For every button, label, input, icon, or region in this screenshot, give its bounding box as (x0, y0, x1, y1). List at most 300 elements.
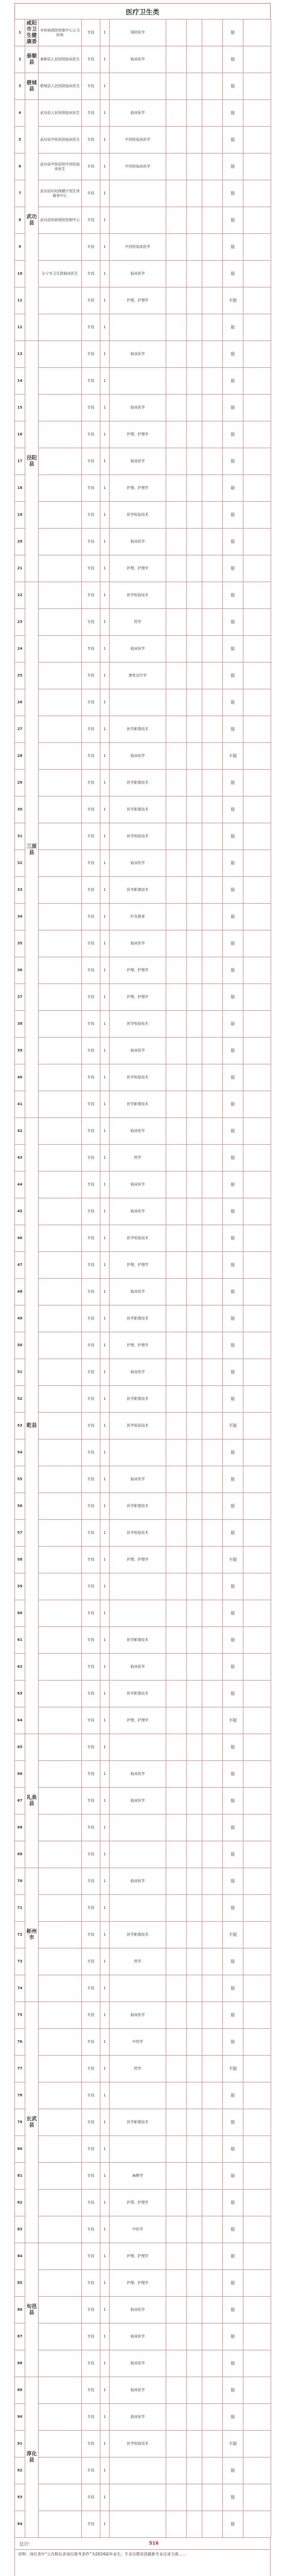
household-limit: 限 (223, 1172, 243, 1198)
position-name (39, 1279, 82, 1306)
position-type: 专技 (82, 930, 100, 957)
degree-requirement (187, 287, 202, 314)
quota: 1 (100, 1252, 110, 1279)
other-requirement (202, 368, 223, 395)
position-name (39, 2377, 82, 2404)
remarks-cell (243, 2324, 271, 2350)
household-limit: 限 (223, 689, 243, 716)
remarks-cell (243, 234, 271, 261)
major-requirement: 临床医学 (110, 1466, 166, 1493)
position-type: 专技 (82, 957, 100, 984)
row-number: 20 (15, 529, 25, 555)
table-row (15, 154, 271, 180)
household-limit: 限 (223, 2002, 243, 2029)
other-requirement (202, 395, 223, 421)
degree-requirement (187, 1761, 202, 1788)
position-name (39, 2163, 82, 2190)
table-row (15, 1038, 271, 1064)
position-type: 专技 (82, 1707, 100, 1734)
position-type: 专技 (82, 1493, 100, 1520)
position-name (39, 1172, 82, 1198)
position-name (39, 2109, 82, 2136)
position-name (39, 1493, 82, 1520)
position-name: 武功县中医医院临床医生 (39, 127, 82, 154)
household-limit: 不限 (223, 1707, 243, 1734)
position-name (39, 1547, 82, 1573)
remarks-cell (243, 1600, 271, 1627)
remarks-cell (243, 2431, 271, 2458)
position-name: 武功县中医医院中西医临床医生 (39, 154, 82, 180)
table-row (15, 2056, 271, 2082)
position-name (39, 2431, 82, 2458)
position-type: 专技 (82, 287, 100, 314)
degree-requirement (187, 2216, 202, 2243)
education-requirement (166, 1868, 187, 1895)
household-limit: 限 (223, 1466, 243, 1493)
remarks-cell (243, 2404, 271, 2431)
remarks-cell (243, 1707, 271, 1734)
household-limit: 限 (223, 73, 243, 100)
position-type: 专技 (82, 314, 100, 341)
other-requirement (202, 1413, 223, 1439)
remarks-cell (243, 1413, 271, 1439)
household-limit: 不限 (223, 2056, 243, 2082)
education-requirement (166, 154, 187, 180)
quota: 1 (100, 1332, 110, 1359)
position-name (39, 2297, 82, 2324)
other-requirement (202, 2431, 223, 2458)
row-number: 52 (15, 1386, 25, 1413)
quota: 1 (100, 1627, 110, 1654)
row-number: 15 (15, 395, 25, 421)
table-row (15, 261, 271, 287)
position-type: 专技 (82, 46, 100, 73)
quota: 1 (100, 475, 110, 502)
other-requirement (202, 796, 223, 823)
major-requirement: 医学影像技术 (110, 796, 166, 823)
recruitment-table (14, 19, 271, 2538)
other-requirement (202, 957, 223, 984)
quota: 1 (100, 636, 110, 663)
position-type: 专技 (82, 1948, 100, 1975)
degree-requirement (187, 2270, 202, 2297)
remarks-cell (243, 1332, 271, 1359)
major-requirement: 医学影像技术 (110, 1493, 166, 1520)
degree-requirement (187, 127, 202, 154)
table-row (15, 689, 271, 716)
remarks-cell (243, 287, 271, 314)
degree-requirement (187, 2056, 202, 2082)
major-requirement: 中医学 (110, 2216, 166, 2243)
major-requirement: 临床医学 (110, 448, 166, 475)
quota: 1 (100, 448, 110, 475)
row-number: 24 (15, 636, 25, 663)
other-requirement (202, 1734, 223, 1761)
position-type: 专技 (82, 341, 100, 368)
remarks-cell (243, 582, 271, 609)
position-name (39, 1922, 82, 1948)
row-number: 29 (15, 770, 25, 796)
remarks-cell (243, 984, 271, 1011)
row-number: 5 (15, 127, 25, 154)
education-requirement (166, 46, 187, 73)
position-name (39, 1895, 82, 1922)
remarks-cell (243, 1359, 271, 1386)
remarks-cell (243, 529, 271, 555)
position-name (39, 1466, 82, 1493)
degree-requirement (187, 2109, 202, 2136)
table-row (15, 2324, 271, 2350)
quota: 1 (100, 609, 110, 636)
quota: 1 (100, 341, 110, 368)
position-type: 专技 (82, 1841, 100, 1868)
major-requirement (110, 689, 166, 716)
education-requirement (166, 1761, 187, 1788)
remarks-cell (243, 770, 271, 796)
education-requirement (166, 2056, 187, 2082)
degree-requirement (187, 395, 202, 421)
remarks-cell (243, 1815, 271, 1841)
table-row (15, 2297, 271, 2324)
education-requirement (166, 2243, 187, 2270)
position-name (39, 1413, 82, 1439)
row-number: 12 (15, 314, 25, 341)
row-number: 11 (15, 287, 25, 314)
household-limit: 限 (223, 1225, 243, 1252)
table-row (15, 395, 271, 421)
degree-requirement (187, 1332, 202, 1359)
education-requirement (166, 2002, 187, 2029)
education-requirement (166, 1306, 187, 1332)
other-requirement (202, 2458, 223, 2484)
education-requirement (166, 2377, 187, 2404)
education-requirement (166, 716, 187, 743)
quota: 1 (100, 2190, 110, 2216)
row-number: 50 (15, 1332, 25, 1359)
education-requirement (166, 314, 187, 341)
position-name (39, 1439, 82, 1466)
position-name (39, 1841, 82, 1868)
table-row (15, 73, 271, 100)
position-name (39, 636, 82, 663)
region-name: 彬州市 (25, 1868, 39, 2002)
position-type: 专技 (82, 234, 100, 261)
remarks-cell (243, 850, 271, 877)
degree-requirement (187, 2136, 202, 2163)
position-name (39, 341, 82, 368)
remarks-cell (243, 2190, 271, 2216)
degree-requirement (187, 1359, 202, 1386)
row-number: 3 (15, 73, 25, 100)
education-requirement (166, 448, 187, 475)
row-number: 78 (15, 2082, 25, 2109)
position-name (39, 663, 82, 689)
remarks-cell (243, 957, 271, 984)
row-number: 27 (15, 716, 25, 743)
degree-requirement (187, 609, 202, 636)
remarks-cell (243, 1975, 271, 2002)
row-number: 89 (15, 2377, 25, 2404)
row-number: 56 (15, 1493, 25, 1520)
position-type: 专技 (82, 2324, 100, 2350)
row-number: 25 (15, 663, 25, 689)
other-requirement (202, 1547, 223, 1573)
major-requirement: 护理、护理学 (110, 1547, 166, 1573)
major-requirement: 临床医学 (110, 2404, 166, 2431)
household-limit: 限 (223, 1841, 243, 1868)
household-limit: 限 (223, 368, 243, 395)
other-requirement (202, 2163, 223, 2190)
row-number: 31 (15, 823, 25, 850)
other-requirement (202, 2109, 223, 2136)
row-number: 28 (15, 743, 25, 770)
position-type: 专技 (82, 1600, 100, 1627)
major-requirement (110, 2136, 166, 2163)
household-limit: 限 (223, 2297, 243, 2324)
table-row (15, 716, 271, 743)
table-row (15, 1681, 271, 1707)
household-limit: 限 (223, 1493, 243, 1520)
row-number: 26 (15, 689, 25, 716)
remarks-cell (243, 2350, 271, 2377)
position-type: 专技 (82, 368, 100, 395)
remarks-cell (243, 1172, 271, 1198)
major-requirement: 护理、护理学 (110, 287, 166, 314)
household-limit: 限 (223, 1439, 243, 1466)
education-requirement (166, 529, 187, 555)
position-name (39, 421, 82, 448)
position-type: 专技 (82, 770, 100, 796)
region-name: 武功县 (25, 100, 39, 341)
other-requirement (202, 1439, 223, 1466)
other-requirement (202, 261, 223, 287)
degree-requirement (187, 1198, 202, 1225)
major-requirement: 临床医学 (110, 1198, 166, 1225)
education-requirement (166, 1172, 187, 1198)
household-limit: 限 (223, 2377, 243, 2404)
education-requirement (166, 743, 187, 770)
row-number: 32 (15, 850, 25, 877)
degree-requirement (187, 1386, 202, 1413)
degree-requirement (187, 2324, 202, 2350)
table-row (15, 1948, 271, 1975)
household-limit: 限 (223, 1091, 243, 1118)
row-number: 84 (15, 2243, 25, 2270)
row-number: 92 (15, 2458, 25, 2484)
education-requirement (166, 984, 187, 1011)
degree-requirement (187, 1788, 202, 1815)
position-name (39, 1198, 82, 1225)
household-limit: 限 (223, 2458, 243, 2484)
table-row (15, 1600, 271, 1627)
major-requirement (110, 1573, 166, 1600)
row-number: 80 (15, 2136, 25, 2163)
other-requirement (202, 904, 223, 930)
position-name (39, 1788, 82, 1815)
position-type: 专技 (82, 1198, 100, 1225)
quota: 1 (100, 2350, 110, 2377)
degree-requirement (187, 1011, 202, 1038)
household-limit: 限 (223, 1815, 243, 1841)
position-type: 专技 (82, 2002, 100, 2029)
remarks-cell (243, 1064, 271, 1091)
row-number: 37 (15, 984, 25, 1011)
table-row (15, 1654, 271, 1681)
education-requirement (166, 2163, 187, 2190)
row-number: 7 (15, 180, 25, 207)
education-requirement (166, 127, 187, 154)
quota: 1 (100, 261, 110, 287)
other-requirement (202, 689, 223, 716)
row-number: 62 (15, 1654, 25, 1681)
major-requirement: 医学检验技术 (110, 502, 166, 529)
quota: 1 (100, 154, 110, 180)
major-requirement: 麻醉学 (110, 2163, 166, 2190)
table-row (15, 1493, 271, 1520)
row-number: 69 (15, 1841, 25, 1868)
region-name: 乾县 (25, 1118, 39, 1734)
row-number: 54 (15, 1439, 25, 1466)
position-type: 专技 (82, 1332, 100, 1359)
row-number: 77 (15, 2056, 25, 2082)
position-name (39, 904, 82, 930)
position-name (39, 850, 82, 877)
position-type: 专技 (82, 1225, 100, 1252)
table-row (15, 1841, 271, 1868)
major-requirement (110, 207, 166, 234)
position-type: 专技 (82, 1279, 100, 1306)
remarks-cell (243, 1573, 271, 1600)
degree-requirement (187, 823, 202, 850)
table-row (15, 1064, 271, 1091)
row-number: 68 (15, 1815, 25, 1841)
position-type: 专技 (82, 1439, 100, 1466)
degree-requirement (187, 2404, 202, 2431)
household-limit: 限 (223, 341, 243, 368)
other-requirement (202, 1386, 223, 1413)
position-name: 武功县疾病预防控制中心 (39, 207, 82, 234)
position-type: 专技 (82, 448, 100, 475)
education-requirement (166, 234, 187, 261)
row-number: 90 (15, 2404, 25, 2431)
table-row (15, 1386, 271, 1413)
other-requirement (202, 1252, 223, 1279)
major-requirement (110, 1895, 166, 1922)
major-requirement: 临床医学 (110, 636, 166, 663)
education-requirement (166, 287, 187, 314)
household-limit: 限 (223, 448, 243, 475)
position-type: 专技 (82, 100, 100, 127)
major-requirement: 预防医学 (110, 20, 166, 46)
degree-requirement (187, 154, 202, 180)
position-type: 专技 (82, 1252, 100, 1279)
position-type: 专技 (82, 1386, 100, 1413)
other-requirement (202, 2511, 223, 2538)
remarks-cell (243, 1948, 271, 1975)
household-limit: 限 (223, 1038, 243, 1064)
position-type: 专技 (82, 2458, 100, 2484)
row-number: 64 (15, 1707, 25, 1734)
table-row (15, 1975, 271, 2002)
region-name: 礼泉县 (25, 1734, 39, 1868)
degree-requirement (187, 1439, 202, 1466)
position-type: 专技 (82, 2163, 100, 2190)
major-requirement: 临床医学 (110, 1038, 166, 1064)
table-row (15, 984, 271, 1011)
quota: 1 (100, 127, 110, 154)
quota: 1 (100, 1975, 110, 2002)
education-requirement (166, 1948, 187, 1975)
row-number: 58 (15, 1547, 25, 1573)
education-requirement (166, 930, 187, 957)
major-requirement: 医学影像技术 (110, 770, 166, 796)
other-requirement (202, 2270, 223, 2297)
row-number: 66 (15, 1761, 25, 1788)
degree-requirement (187, 2190, 202, 2216)
other-requirement (202, 2243, 223, 2270)
household-limit: 限 (223, 609, 243, 636)
region-name: 咸阳市卫生健康委 (25, 20, 39, 46)
quota: 1 (100, 582, 110, 609)
education-requirement (166, 636, 187, 663)
quota: 1 (100, 1761, 110, 1788)
remarks-cell (243, 1895, 271, 1922)
position-type: 专技 (82, 529, 100, 555)
household-limit: 不限 (223, 1922, 243, 1948)
education-requirement (166, 2190, 187, 2216)
degree-requirement (187, 582, 202, 609)
remarks-cell (243, 154, 271, 180)
quota: 1 (100, 555, 110, 582)
household-limit: 限 (223, 957, 243, 984)
household-limit: 限 (223, 1145, 243, 1172)
other-requirement (202, 1975, 223, 2002)
degree-requirement (187, 1172, 202, 1198)
education-requirement (166, 2350, 187, 2377)
position-type: 专技 (82, 1064, 100, 1091)
major-requirement (110, 1600, 166, 1627)
education-requirement (166, 100, 187, 127)
quota: 1 (100, 287, 110, 314)
row-number: 59 (15, 1573, 25, 1600)
major-requirement: 护理、护理学 (110, 2190, 166, 2216)
position-type: 专技 (82, 127, 100, 154)
position-type: 专技 (82, 1895, 100, 1922)
table-row (15, 421, 271, 448)
region-name: 泰顺县 (25, 46, 39, 73)
household-limit: 限 (223, 1761, 243, 1788)
other-requirement (202, 46, 223, 73)
position-type: 专技 (82, 180, 100, 207)
degree-requirement (187, 1707, 202, 1734)
other-requirement (202, 1815, 223, 1841)
household-limit: 限 (223, 1332, 243, 1359)
remarks-cell (243, 716, 271, 743)
position-name (39, 957, 82, 984)
quota: 1 (100, 2297, 110, 2324)
remarks-cell (243, 689, 271, 716)
table-title: 医疗卫生类 (14, 3, 271, 19)
education-requirement (166, 663, 187, 689)
row-number: 55 (15, 1466, 25, 1493)
degree-requirement (187, 957, 202, 984)
quota: 1 (100, 1895, 110, 1922)
major-requirement: 中西医临床医学 (110, 154, 166, 180)
degree-requirement (187, 1975, 202, 2002)
degree-requirement (187, 1573, 202, 1600)
quota: 1 (100, 2056, 110, 2082)
quota: 1 (100, 1225, 110, 1252)
